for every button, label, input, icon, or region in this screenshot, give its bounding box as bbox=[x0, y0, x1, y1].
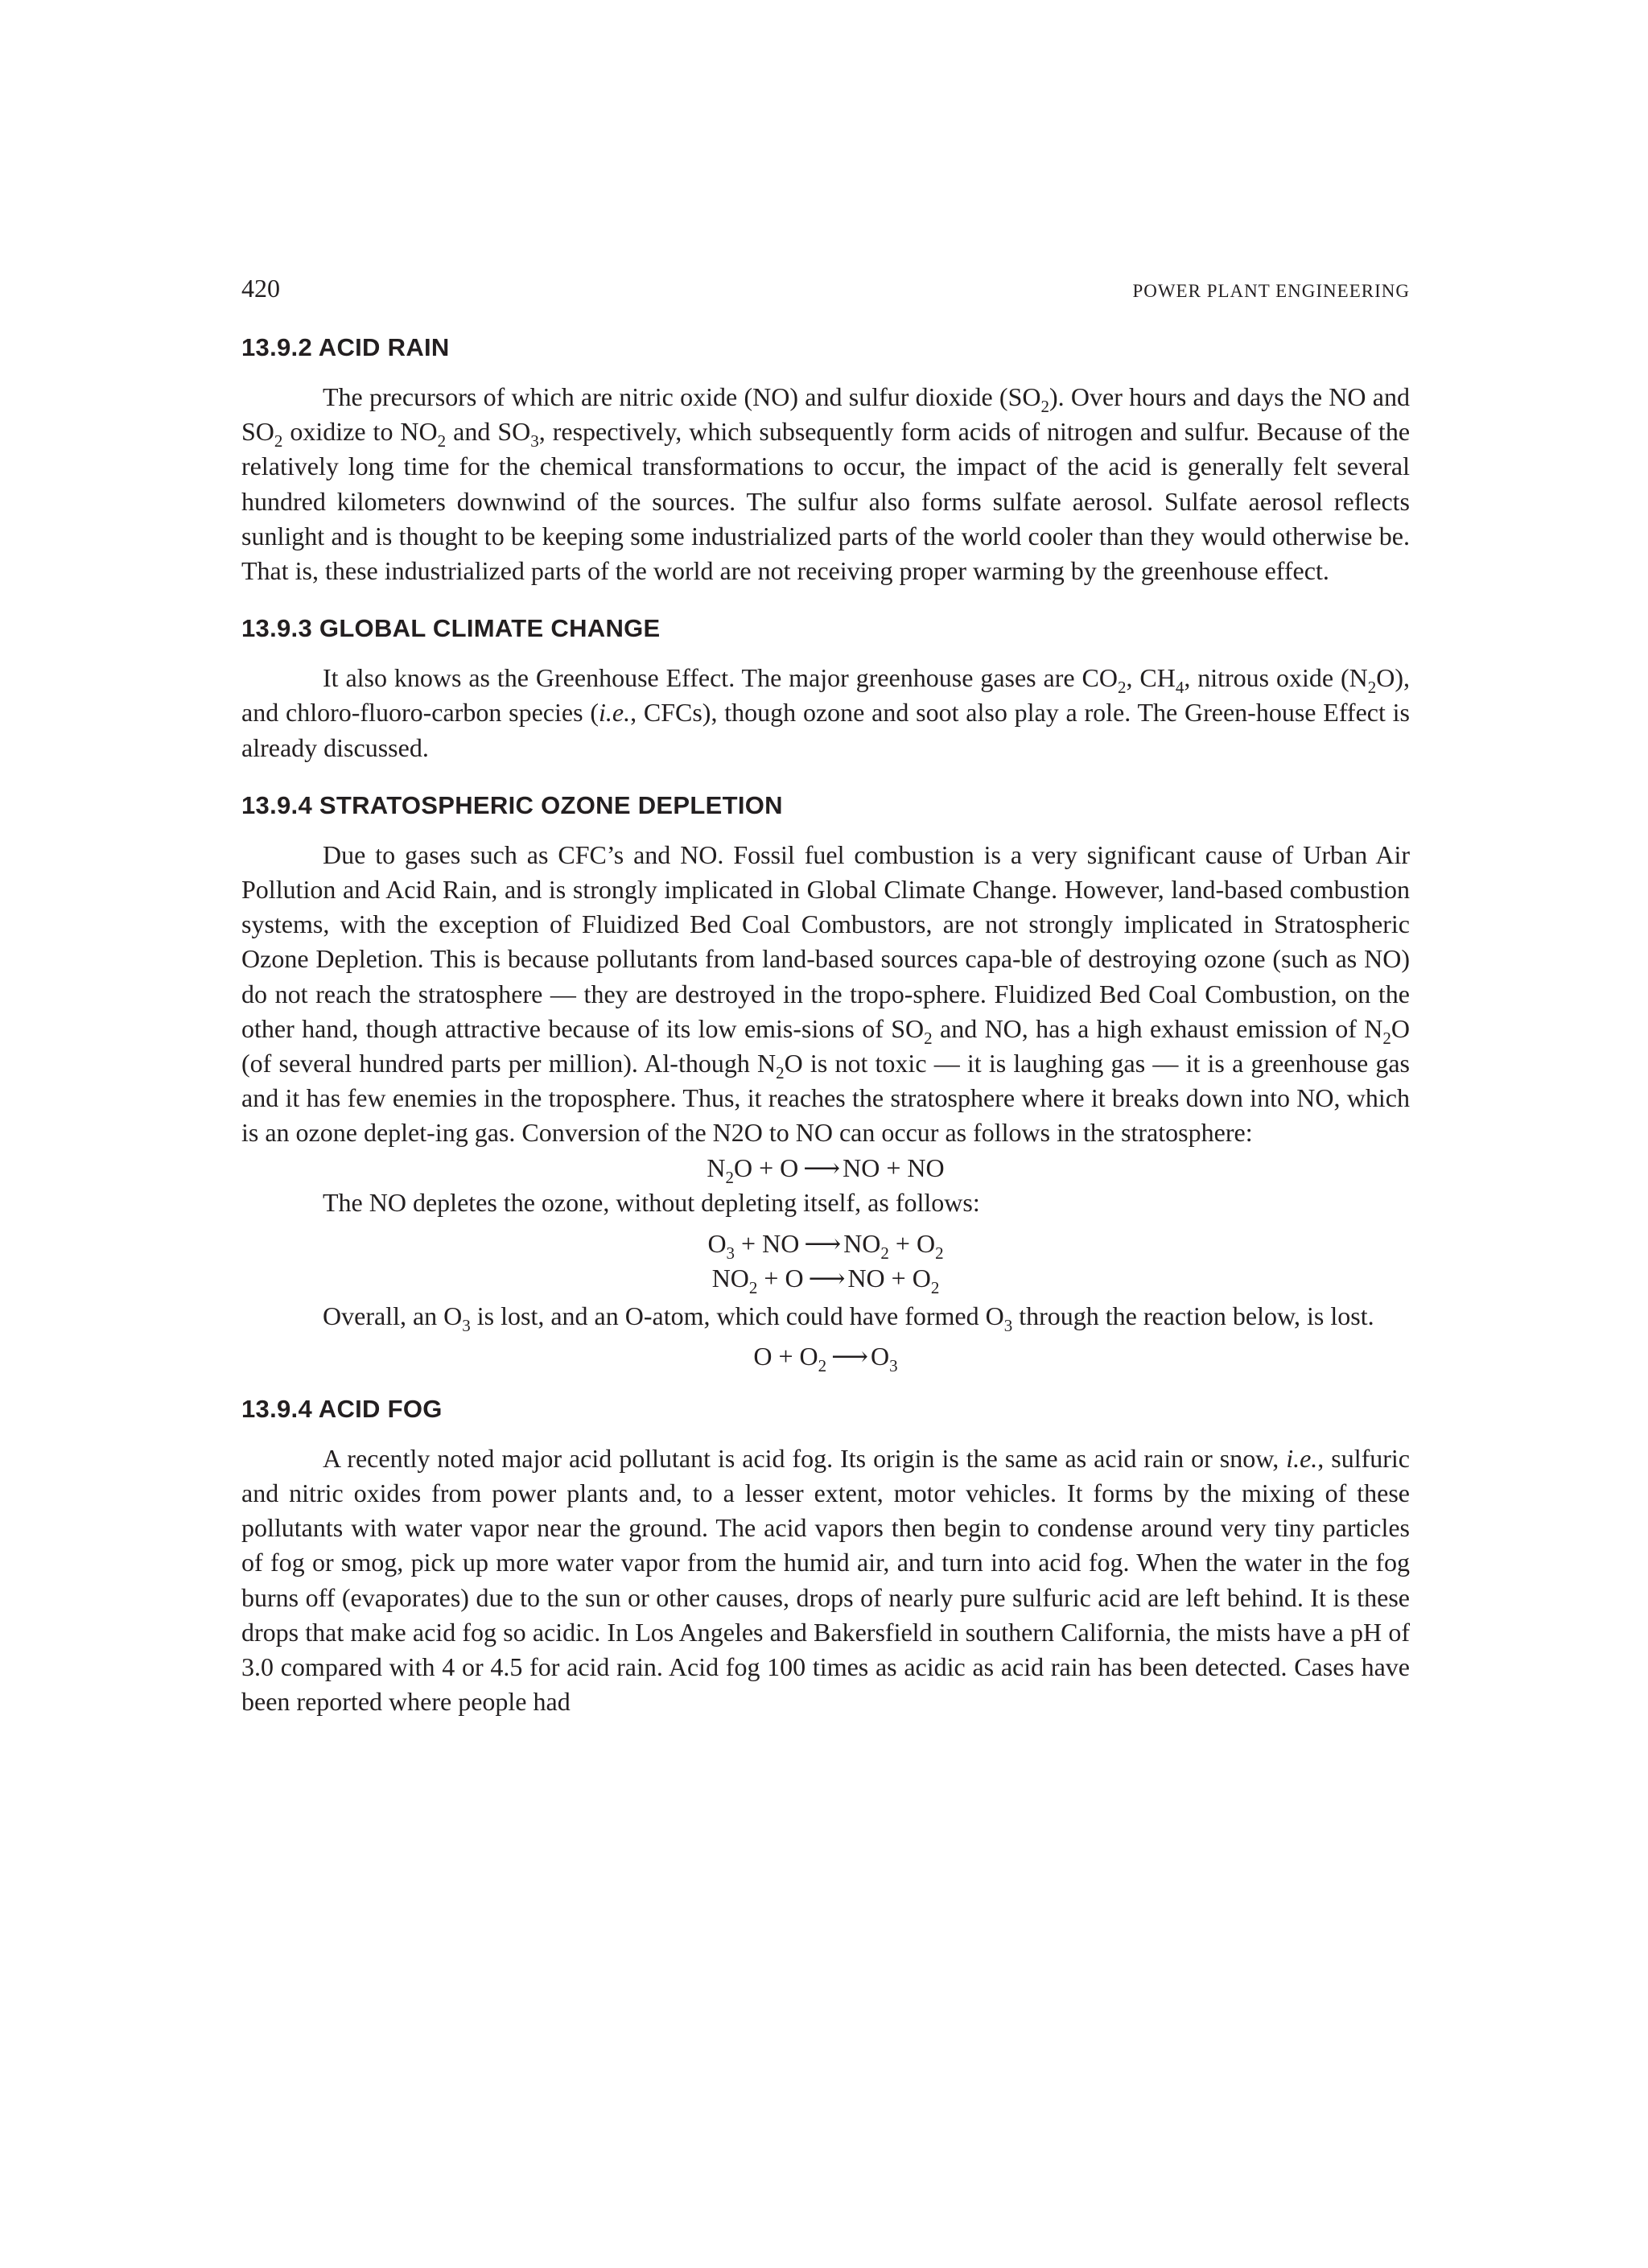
paragraph-ozone-depletion: Due to gases such as CFC’s and NO. Fossil fuel combustion is a very significant cause of Urban Air Pollution and Acid Rain, and is strongly implicated in Global Climate Change. However, land-based combustion systems, with the exception of Fluidized Bed Coal Combustors, are not strongly implicated in Stratospheric Ozone Depletion. This is because pollutants from land-based sources capa-ble of destroying ozone (such as NO) do not reach the stratosphere — they are destroyed in the tropo-sphere. Fluidized Bed Coal Combustion, on the other hand, though attractive because of its low emis-sions of $SO_2$ and NO, has a high exhaust emission of $N_2O$ (of several hundred parts per million). Al-though $N_2O$ is not toxic — it is laughing gas — it is a greenhouse gas and it has few enemies in the troposphere. Thus, it reaches the stratosphere where it breaks down into NO, which is an ozone deplet-ing gas. Conversion of the N2O to NO can occur as follows in the stratosphere: bbox=[241, 839, 1411, 1148]
equation-o-o2: $O + O_2$ ⟶ $O_3$ bbox=[241, 1339, 1410, 1374]
reaction-arrow-icon: ⟶ bbox=[831, 1341, 867, 1371]
section-heading-acid-fog: 13.9.4 ACID FOG bbox=[241, 1394, 443, 1423]
reaction-arrow-icon: ⟶ bbox=[803, 1153, 838, 1182]
section-heading-acid-rain: 13.9.2 ACID RAIN bbox=[241, 333, 450, 361]
paragraph-global-climate-change: It also knows as the Greenhouse Effect. The major greenhouse gases are $CO_2$, $CH_4$, nitrous oxide $(N_2O)$, and chloro-fluoro-carbon species (i.e., CFCs), though ozone and soot also play a role. The Green-house Effect is already discussed. bbox=[241, 663, 1411, 762]
paragraph-no-depletes-ozone: The NO depletes the ozone, without depleting itself, as follows: bbox=[323, 1187, 980, 1217]
paragraph-acid-fog: A recently noted major acid pollutant is acid fog. Its origin is the same as acid rain or snow, i.e., sulfuric and nitric oxides from power plants and, to a lesser extent, motor vehicles. It forms by the mixing of these pollutants with water vapor near the ground. The acid vapors then begin to condense around very tiny particles of fog or smog, pick up more water vapor from the humid air, and turn into acid fog. When the water in the fog burns off (evaporates) due to the sun or other causes, drops of nearly pure sulfuric acid are left behind. It is these drops that make acid fog so acidic. In Los Angeles and Bakersfield in southern California, the mists have a pH of 3.0 compared with 4 or 4.5 for acid rain. Acid fog 100 times as acidic as acid rain has been detected. Cases have been reported where people had bbox=[241, 1443, 1411, 1717]
equation-o3-no: $O_3$ + NO ⟶ $NO_2 + O_2$ bbox=[241, 1227, 1410, 1261]
section-heading-global-climate-change: 13.9.3 GLOBAL CLIMATE CHANGE bbox=[241, 614, 661, 643]
page-content bbox=[241, 274, 1410, 1720]
paragraph-acid-rain: The precursors of which are nitric oxide (NO) and sulfur dioxide $(SO_2)$. Over hours and days the NO and $SO_2$ oxidize to $NO_2$ and $SO_3$, respectively, which subsequently form acids of nitrogen and sulfur. Because of the relatively long time for the chemical transformations to occur, the impact of the acid is generally felt several hundred kilometers downwind of the sources. The sulfur also forms sulfate aerosol. Sulfate aerosol reflects sunlight and is thought to be keeping some industrialized parts of the world cooler than they would otherwise be. That is, these industrialized parts of the world are not receiving proper warming by the greenhouse effect. bbox=[241, 382, 1411, 586]
running-header bbox=[241, 274, 1410, 315]
book-title: POWER PLANT ENGINEERING bbox=[1132, 281, 1410, 301]
page-number: 420 bbox=[241, 274, 280, 303]
equation-n2o-decomposition: $N_2O + O$ ⟶ NO + NO bbox=[241, 1151, 1410, 1186]
reaction-arrow-icon: ⟶ bbox=[808, 1264, 843, 1293]
paragraph-overall-ozone-lost: Overall, an $O_3$ is lost, and an O-atom, which could have formed $O_3$ through the reaction below, is lost. bbox=[323, 1301, 1374, 1336]
reaction-arrow-icon: ⟶ bbox=[804, 1229, 839, 1259]
section-heading-ozone-depletion: 13.9.4 STRATOSPHERIC OZONE DEPLETION bbox=[241, 790, 783, 819]
equation-no2-o: $NO_2 + O$ ⟶ NO + $O_2$ bbox=[241, 1261, 1410, 1296]
